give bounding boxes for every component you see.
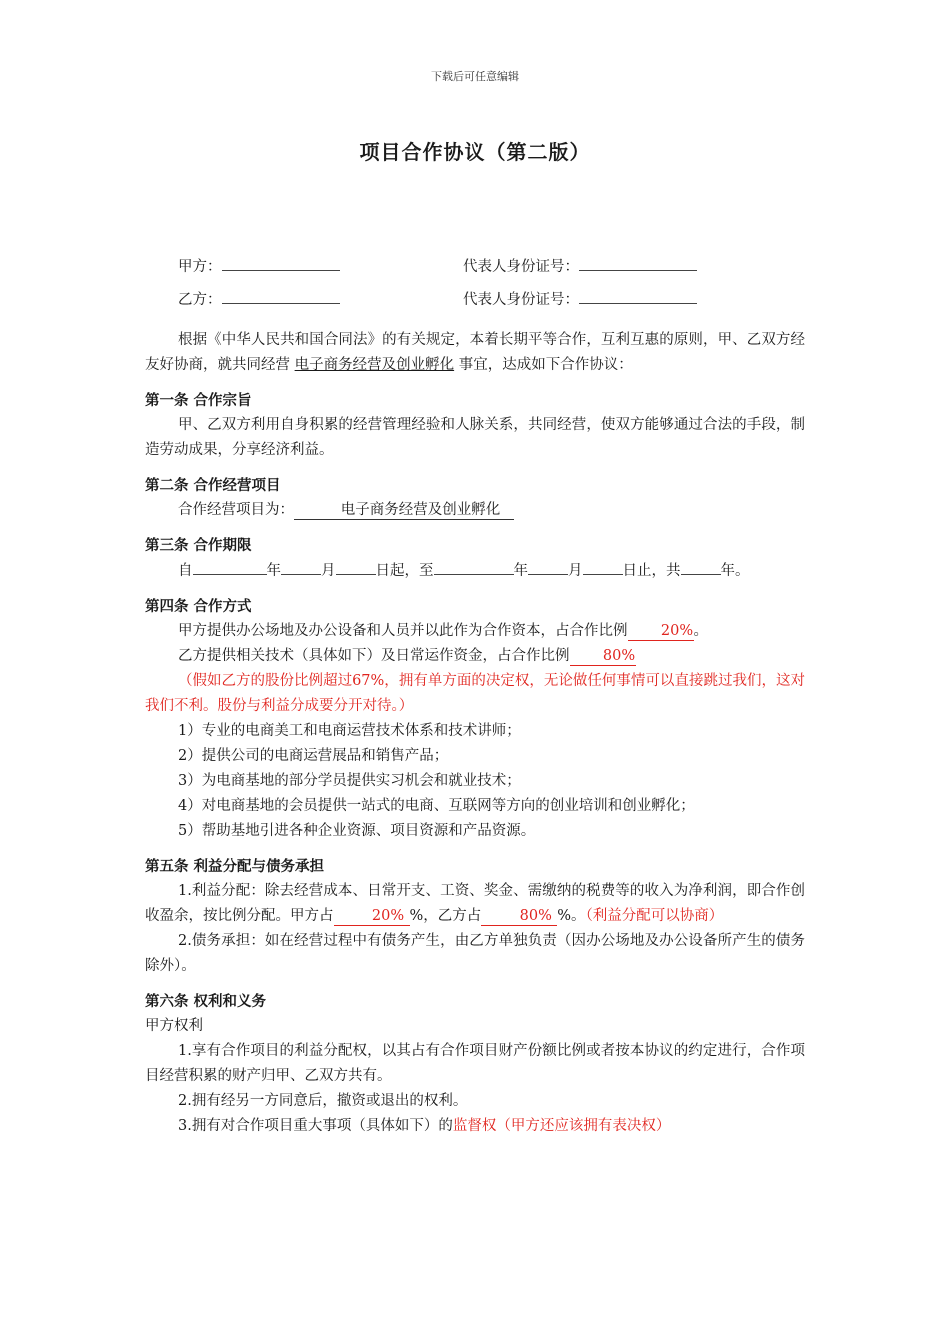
agreement-body — [145, 250, 805, 1139]
article-1-body: 甲、乙双方利用自身积累的经营管理经验和人脉关系，共同经营，使双方能够通过合法的手段，制造劳动成果，分享经济利益。 — [145, 417, 805, 458]
term-year-1: 年 — [266, 563, 281, 579]
term-year-2: 年 — [513, 563, 528, 579]
rights-item: 2.拥有经另一方同意后，撤资或退出的权利。 — [178, 1093, 468, 1109]
preamble-text: 根据《中华人民共和国合同法》的有关规定，本着长期平等合作，互利互惠的原则，甲、乙双方经友好协商，就共同经营 — [145, 332, 805, 373]
id-label-a: 代表人身份证号： — [463, 258, 579, 275]
term-blank — [434, 558, 514, 575]
preamble-text-end: 事宜，达成如下合作协议： — [458, 357, 633, 373]
article-5-debt: 2.债务承担：如在经营过程中有债务产生，由乙方单独负责（因办公场地及办公设备所产生的债务除外）。 — [145, 933, 805, 974]
preamble — [145, 328, 805, 378]
article-5-profit — [145, 879, 805, 929]
term-blank — [336, 558, 376, 575]
term-day-2: 日止，共 — [622, 563, 681, 579]
profit-note: （利益分配可以协商） — [585, 908, 724, 924]
term-year-3: 年。 — [720, 563, 750, 579]
article-2-project: 电子商务经营及创业孵化 — [294, 501, 514, 520]
list-item: 3）为电商基地的部分学员提供实习机会和就业技术； — [178, 773, 521, 789]
party-b-row — [145, 283, 805, 316]
term-month-2: 月 — [568, 563, 583, 579]
rights-item — [145, 1114, 805, 1139]
party-a-blank — [222, 254, 340, 271]
term-blank — [583, 558, 623, 575]
party-a-rights-heading: 甲方权利 — [145, 1018, 203, 1034]
article-1-title: 第一条 合作宗旨 — [145, 392, 252, 409]
article-4-note: （假如乙方的股份比例超过67%，拥有单方面的决定权，无论做任何事情可以直接跳过我们，这对我们不利。股份与利益分成要分开对待。） — [145, 673, 805, 714]
profit-text: 1.利益分配：除去经营成本、日常开支、工资、奖金、需缴纳的税费等的收入为净利润，即合作创收盈余，按比例分配。甲方占 — [145, 883, 805, 924]
profit-party-a: 20% — [334, 907, 410, 926]
party-b-label: 乙方： — [178, 291, 222, 308]
party-b-contribution: 乙方提供相关技术（具体如下）及日常运作资金，占合作比例 — [178, 648, 570, 664]
party-b-blank — [222, 287, 340, 304]
article-6-title: 第六条 权利和义务 — [145, 993, 267, 1010]
list-item: 1）专业的电商美工和电商运营技术体系和技术讲师； — [178, 723, 521, 739]
header-note: 下载后可任意编辑 — [431, 70, 519, 83]
term-from: 自 — [178, 563, 193, 579]
rights-item-3-text: 3.拥有对合作项目重大事项（具体如下）的 — [178, 1118, 453, 1134]
article-2-prefix: 合作经营项目为： — [178, 502, 294, 518]
article-4-title: 第四条 合作方式 — [145, 598, 252, 615]
article-3-title: 第三条 合作期限 — [145, 537, 252, 554]
list-item: 5）帮助基地引进各种企业资源、项目资源和产品资源。 — [178, 823, 536, 839]
article-3-body — [145, 558, 805, 584]
term-blank — [281, 558, 321, 575]
term-month-1: 月 — [321, 563, 336, 579]
profit-mid: %，乙方占 — [409, 908, 482, 924]
term-blank — [681, 558, 721, 575]
profit-party-b: 80% — [481, 907, 557, 926]
article-5-title: 第五条 利益分配与债务承担 — [145, 858, 325, 875]
party-a-ratio: 20% — [628, 622, 694, 641]
article-2-title: 第二条 合作经营项目 — [145, 477, 281, 494]
id-b-blank — [579, 287, 697, 304]
party-a-end: 。 — [693, 623, 708, 639]
list-item: 2）提供公司的电商运营展品和销售产品； — [178, 748, 449, 764]
page-title: 项目合作协议（第二版） — [359, 140, 591, 164]
profit-end: %。 — [557, 908, 586, 924]
id-a-blank — [579, 254, 697, 271]
preamble-business: 电子商务经营及创业孵化 — [294, 357, 455, 373]
term-day-1: 日起，至 — [375, 563, 434, 579]
party-a-row — [145, 250, 805, 283]
article-2-body — [145, 498, 805, 523]
party-b-ratio: 80% — [570, 647, 636, 666]
rights-item-3-note: 监督权（甲方还应该拥有表决权） — [452, 1118, 671, 1134]
term-blank — [193, 558, 267, 575]
term-blank — [528, 558, 568, 575]
rights-item: 1.享有合作项目的利益分配权，以其占有合作项目财产份额比例或者按本协议的约定进行，合作项目经营积累的财产归甲、乙双方共有。 — [145, 1043, 805, 1084]
article-4-party-a — [145, 619, 805, 644]
article-4-party-b — [145, 644, 805, 669]
party-a-label: 甲方： — [178, 258, 222, 275]
list-item: 4）对电商基地的会员提供一站式的电商、互联网等方向的创业培训和创业孵化； — [178, 798, 695, 814]
party-a-contribution: 甲方提供办公场地及办公设备和人员并以此作为合作资本，占合作比例 — [178, 623, 628, 639]
id-label-b: 代表人身份证号： — [463, 291, 579, 308]
